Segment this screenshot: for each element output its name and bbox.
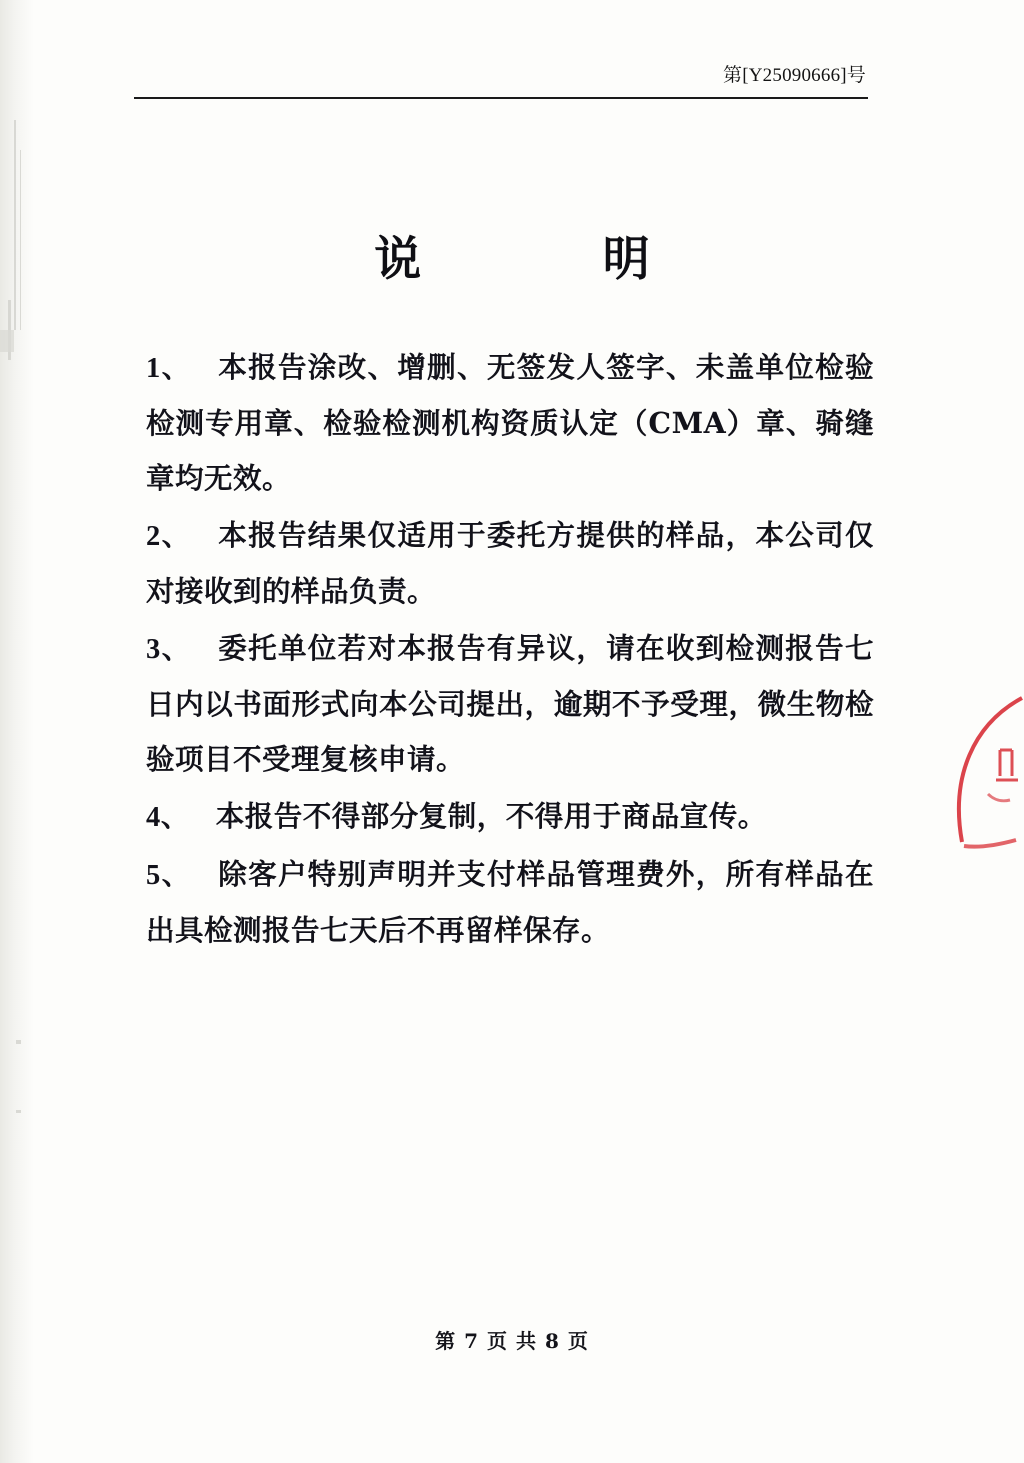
- scan-speck: [16, 1040, 21, 1044]
- document-number: 第[Y25090666]号: [723, 65, 866, 86]
- clause-item: [146, 789, 874, 845]
- clause-item: [146, 340, 874, 506]
- clause-number: 4、: [146, 802, 190, 833]
- scan-streak: [0, 330, 14, 352]
- red-seal-stamp-icon: [904, 690, 1024, 860]
- header-divider: [134, 97, 868, 99]
- clause-number: 5、: [146, 860, 192, 891]
- clause-item: [146, 508, 874, 619]
- clause-list: [146, 340, 874, 960]
- page-footer: 第 7 页 共 8 页: [435, 1329, 589, 1353]
- clause-number: 3、: [146, 634, 192, 665]
- clause-text: 委托单位若对本报告有异议，请在收到检测报告七日内以书面形式向本公司提出，逾期不予受理，微生物检验项目不受理复核申请。: [146, 631, 874, 776]
- clause-text: 本报告结果仅适用于委托方提供的样品，本公司仅对接收到的样品负责。: [146, 518, 874, 608]
- clause-item: [146, 847, 874, 958]
- page-title: 说 明: [374, 232, 679, 287]
- clause-number: 1、: [146, 353, 192, 384]
- scan-speck: [16, 1110, 21, 1113]
- clause-text: 本报告不得部分复制，不得用于商品宣传。: [215, 799, 767, 833]
- clause-text: 本报告涂改、增删、无签发人签字、未盖单位检验检测专用章、检验检测机构资质认定（CMA）章、骑缝章均无效。: [146, 350, 874, 495]
- scan-edge-artifact: [0, 0, 34, 1463]
- clause-text: 除客户特别声明并支付样品管理费外，所有样品在出具检测报告七天后不再留样保存。: [146, 857, 874, 947]
- clause-item: [146, 621, 874, 787]
- clause-number: 2、: [146, 521, 192, 552]
